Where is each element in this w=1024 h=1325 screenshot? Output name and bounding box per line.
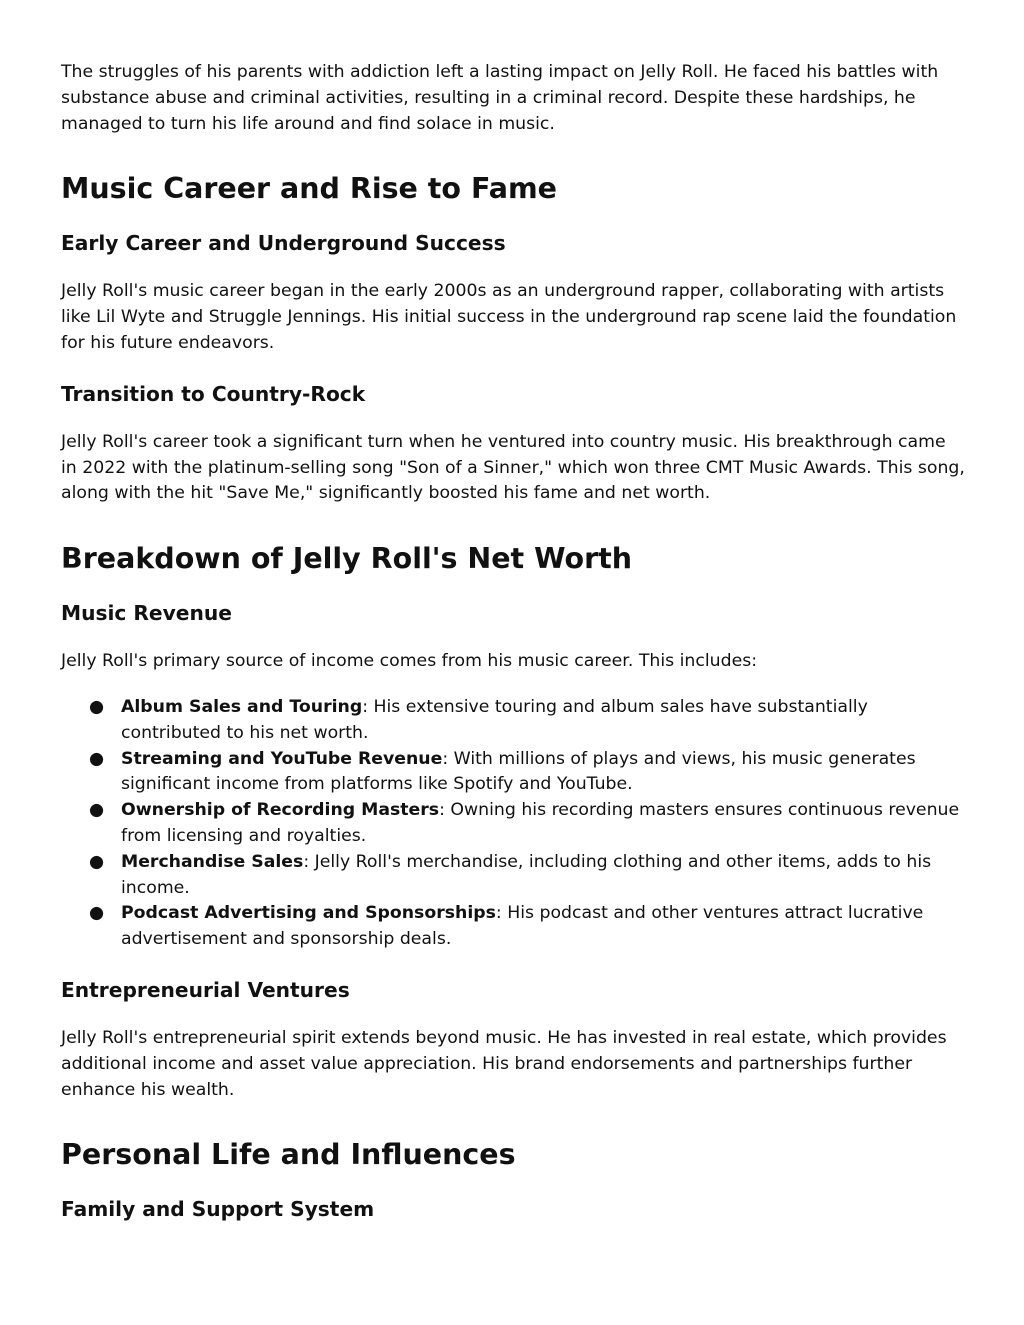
intro-paragraph: The struggles of his parents with addiction left a lasting impact on Jelly Roll. He faced his battles with substance abuse and criminal activities, resulting in a criminal record. Despite these hardships, he managed to turn his life around and find solace in music. [61, 62, 939, 134]
list-item-text: : His extensive touring and album sales have substantially contributed to his net worth. [121, 696, 868, 743]
section-heading-personal-life: Personal Life and Influences [61, 1138, 516, 1172]
revenue-list [61, 695, 966, 953]
subsection-heading-family: Family and Support System [61, 1197, 375, 1222]
list-item [89, 850, 966, 902]
bullet-icon: ● [89, 851, 105, 872]
list-item-title: Podcast Advertising and Sponsorships [121, 903, 496, 924]
bullet-icon: ● [89, 903, 105, 924]
bullet-icon: ● [89, 696, 105, 717]
list-item [89, 695, 966, 747]
list-item-text: : Owning his recording masters ensures continuous revenue from licensing and royalties. [121, 800, 960, 846]
subsection-heading-entrepreneurial: Entrepreneurial Ventures [61, 977, 350, 1002]
section-heading-music-career: Music Career and Rise to Fame [61, 172, 557, 206]
subsection-heading-country-rock: Transition to Country-Rock [61, 381, 366, 406]
list-item-text: : His podcast and other ventures attract lucrative advertisement and sponsorship deals. [121, 903, 924, 950]
paragraph-entrepreneurial: Jelly Roll's entrepreneurial spirit extends beyond music. He has invested in real estate, which provides additional income and asset value appreciation. His brand endorsements and partnerships further enhance his wealth. [61, 1027, 947, 1100]
list-item [89, 747, 966, 799]
list-item [89, 901, 966, 953]
list-item-title: Streaming and YouTube Revenue [121, 748, 443, 769]
section-heading-net-worth: Breakdown of Jelly Roll's Net Worth [61, 542, 633, 576]
list-item-title: Merchandise Sales [121, 851, 304, 872]
subsection-heading-early-career: Early Career and Underground Success [61, 231, 506, 256]
paragraph-early-career: Jelly Roll's music career began in the early 2000s as an underground rapper, collaborating with artists like Lil Wyte and Struggle Jennings. His initial success in the underground rap scene laid the foundation for his future endeavors. [61, 281, 957, 353]
list-item-text: : Jelly Roll's merchandise, including clothing and other items, adds to his income. [121, 851, 932, 898]
list-item-title: Album Sales and Touring [121, 696, 363, 717]
subsection-heading-music-revenue: Music Revenue [61, 601, 232, 626]
list-item [89, 798, 966, 850]
document-page [61, 60, 966, 1223]
bullet-icon: ● [89, 800, 105, 821]
list-item-text: : With millions of plays and views, his music generates significant income from platforms like Spotify and YouTube. [121, 748, 916, 795]
bullet-icon: ● [89, 748, 105, 769]
list-item-title: Ownership of Recording Masters [121, 800, 440, 821]
paragraph-music-revenue: Jelly Roll's primary source of income comes from his music career. This includes: [61, 651, 758, 672]
paragraph-country-rock: Jelly Roll's career took a significant turn when he ventured into country music. His breakthrough came in 2022 with the platinum-selling song "Son of a Sinner," which won three CMT Music Awards. This song, along with the hit "Save Me," significantly boosted his fame and net worth. [61, 431, 965, 504]
